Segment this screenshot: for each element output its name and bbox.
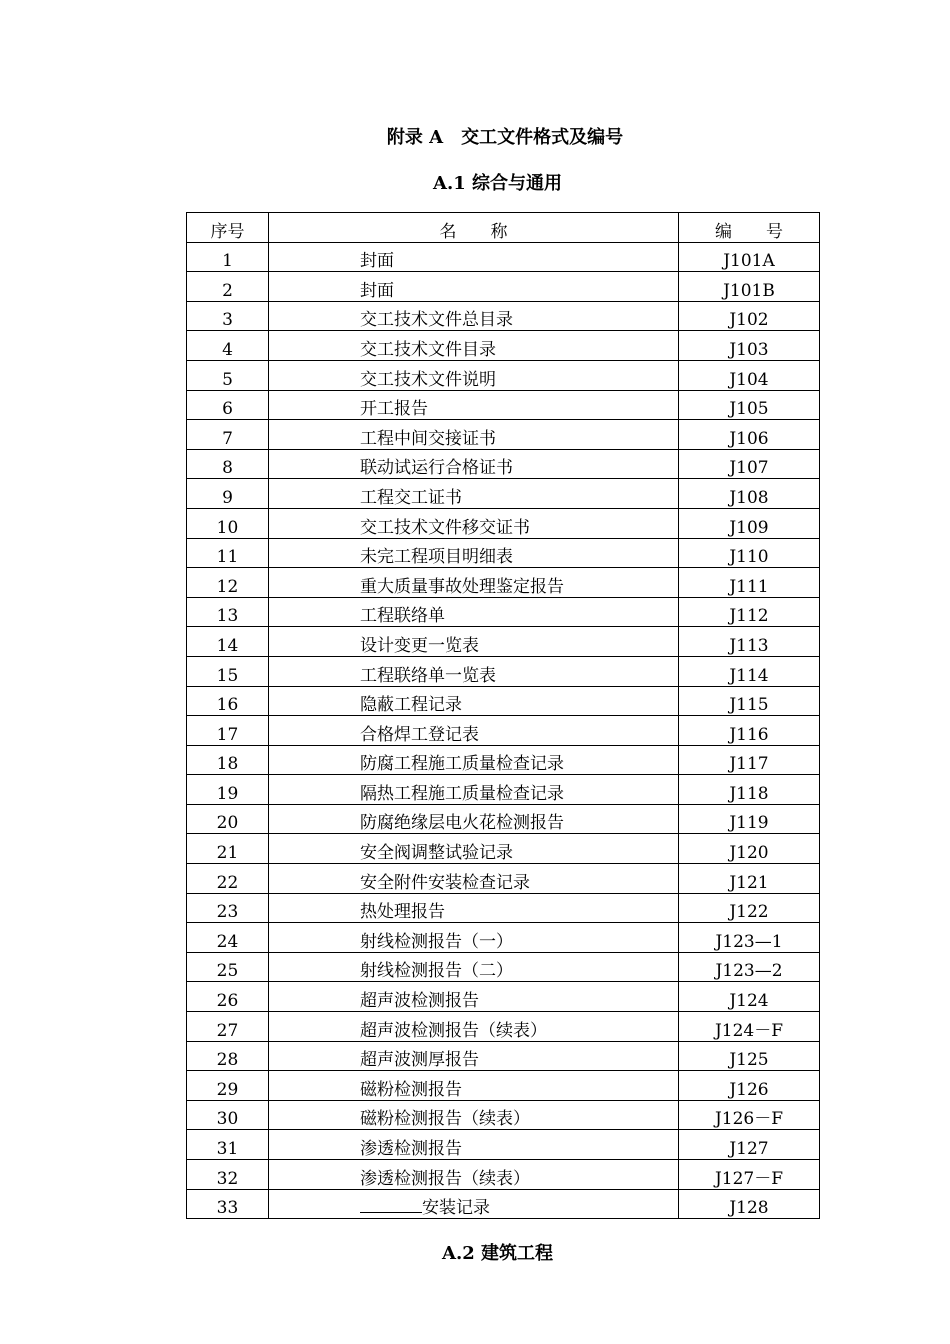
table-row <box>187 923 820 953</box>
table-row <box>187 538 820 568</box>
row-number: 3 <box>187 301 269 331</box>
row-name: 封面 <box>269 272 679 302</box>
row-name: 交工技术文件目录 <box>269 331 679 361</box>
row-name: 射线检测报告（一） <box>269 923 679 953</box>
table-row <box>187 390 820 420</box>
table-row <box>187 1012 820 1042</box>
row-number: 15 <box>187 656 269 686</box>
table-row <box>187 834 820 864</box>
row-number: 20 <box>187 804 269 834</box>
row-name: 设计变更一览表 <box>269 627 679 657</box>
row-number: 10 <box>187 508 269 538</box>
row-name-text: 安装记录 <box>422 1198 490 1219</box>
table-row <box>187 1071 820 1101</box>
row-code: J124－F <box>679 1012 820 1042</box>
row-name: 热处理报告 <box>269 893 679 923</box>
row-name: 开工报告 <box>269 390 679 420</box>
row-name: 交工技术文件说明 <box>269 360 679 390</box>
table-row <box>187 331 820 361</box>
row-name: 重大质量事故处理鉴定报告 <box>269 568 679 598</box>
row-name: 防腐绝缘层电火花检测报告 <box>269 804 679 834</box>
row-number: 32 <box>187 1160 269 1190</box>
row-name: 未完工程项目明细表 <box>269 538 679 568</box>
row-code: J107 <box>679 449 820 479</box>
row-number: 30 <box>187 1100 269 1130</box>
row-code: J123—2 <box>679 952 820 982</box>
table-row <box>187 568 820 598</box>
row-number: 21 <box>187 834 269 864</box>
row-number: 25 <box>187 952 269 982</box>
row-number: 12 <box>187 568 269 598</box>
row-number: 18 <box>187 745 269 775</box>
table-row <box>187 775 820 805</box>
row-code: J101B <box>679 272 820 302</box>
table-row <box>187 420 820 450</box>
row-code: J109 <box>679 508 820 538</box>
row-name: 联动试运行合格证书 <box>269 449 679 479</box>
row-code: J126 <box>679 1071 820 1101</box>
row-number: 22 <box>187 864 269 894</box>
row-code: J118 <box>679 775 820 805</box>
row-code: J123—1 <box>679 923 820 953</box>
row-code: J128 <box>679 1189 820 1219</box>
row-code: J115 <box>679 686 820 716</box>
row-name: 封面 <box>269 242 679 272</box>
row-code: J105 <box>679 390 820 420</box>
blank-fill-line <box>360 1197 422 1213</box>
table-row <box>187 1189 820 1219</box>
row-name: 隔热工程施工质量检查记录 <box>269 775 679 805</box>
row-name: 超声波测厚报告 <box>269 1041 679 1071</box>
row-number: 24 <box>187 923 269 953</box>
row-number: 14 <box>187 627 269 657</box>
table-row <box>187 479 820 509</box>
row-name: 渗透检测报告（续表） <box>269 1160 679 1190</box>
row-code: J113 <box>679 627 820 657</box>
row-code: J111 <box>679 568 820 598</box>
row-code: J106 <box>679 420 820 450</box>
row-number: 5 <box>187 360 269 390</box>
row-name: 交工技术文件移交证书 <box>269 508 679 538</box>
row-number: 31 <box>187 1130 269 1160</box>
table-row <box>187 656 820 686</box>
row-name: 隐蔽工程记录 <box>269 686 679 716</box>
row-code: J103 <box>679 331 820 361</box>
row-number: 7 <box>187 420 269 450</box>
row-number: 4 <box>187 331 269 361</box>
table-row <box>187 1100 820 1130</box>
row-name: 合格焊工登记表 <box>269 716 679 746</box>
row-name: 工程中间交接证书 <box>269 420 679 450</box>
row-code: J114 <box>679 656 820 686</box>
header-name: 名 称 <box>269 213 679 243</box>
row-number: 19 <box>187 775 269 805</box>
row-code: J119 <box>679 804 820 834</box>
table-row <box>187 1160 820 1190</box>
appendix-title: 附录 A 交工文件格式及编号 <box>386 127 624 148</box>
table-row <box>187 301 820 331</box>
row-name: 工程联络单一览表 <box>269 656 679 686</box>
row-number: 29 <box>187 1071 269 1101</box>
row-name: 工程交工证书 <box>269 479 679 509</box>
table-row <box>187 952 820 982</box>
row-code: J102 <box>679 301 820 331</box>
row-number: 16 <box>187 686 269 716</box>
table-row <box>187 686 820 716</box>
row-code: J117 <box>679 745 820 775</box>
row-number: 1 <box>187 242 269 272</box>
row-name: 射线检测报告（二） <box>269 952 679 982</box>
table-row <box>187 745 820 775</box>
row-name: 防腐工程施工质量检查记录 <box>269 745 679 775</box>
row-code: J112 <box>679 597 820 627</box>
header-no: 序号 <box>187 213 269 243</box>
table-row <box>187 893 820 923</box>
row-name: 超声波检测报告（续表） <box>269 1012 679 1042</box>
row-number: 11 <box>187 538 269 568</box>
row-code: J126－F <box>679 1100 820 1130</box>
table-row <box>187 597 820 627</box>
table-row <box>187 449 820 479</box>
row-name: 渗透检测报告 <box>269 1130 679 1160</box>
row-number: 2 <box>187 272 269 302</box>
row-name: 超声波检测报告 <box>269 982 679 1012</box>
row-code: J101A <box>679 242 820 272</box>
row-code: J124 <box>679 982 820 1012</box>
row-code: J108 <box>679 479 820 509</box>
table-row <box>187 242 820 272</box>
row-number: 13 <box>187 597 269 627</box>
row-code: J121 <box>679 864 820 894</box>
row-number: 26 <box>187 982 269 1012</box>
table-row <box>187 272 820 302</box>
table-row <box>187 627 820 657</box>
document-table <box>186 212 820 1219</box>
row-code: J127 <box>679 1130 820 1160</box>
table-row <box>187 360 820 390</box>
row-name <box>269 1189 679 1219</box>
row-number: 6 <box>187 390 269 420</box>
row-name: 磁粉检测报告（续表） <box>269 1100 679 1130</box>
table-row <box>187 982 820 1012</box>
row-name: 安全阀调整试验记录 <box>269 834 679 864</box>
row-code: J125 <box>679 1041 820 1071</box>
row-number: 28 <box>187 1041 269 1071</box>
row-number: 33 <box>187 1189 269 1219</box>
row-name: 工程联络单 <box>269 597 679 627</box>
row-number: 23 <box>187 893 269 923</box>
row-number: 9 <box>187 479 269 509</box>
table-row <box>187 864 820 894</box>
row-code: J122 <box>679 893 820 923</box>
table-row <box>187 1130 820 1160</box>
header-code: 编 号 <box>679 213 820 243</box>
table-row <box>187 716 820 746</box>
row-number: 17 <box>187 716 269 746</box>
row-number: 8 <box>187 449 269 479</box>
row-code: J127－F <box>679 1160 820 1190</box>
table-header-row <box>187 213 820 243</box>
section-title-a2: A.2 建筑工程 <box>441 1243 554 1264</box>
row-number: 27 <box>187 1012 269 1042</box>
row-name: 磁粉检测报告 <box>269 1071 679 1101</box>
row-code: J110 <box>679 538 820 568</box>
table-row <box>187 508 820 538</box>
row-code: J116 <box>679 716 820 746</box>
row-name: 安全附件安装检查记录 <box>269 864 679 894</box>
section-title-a1: A.1 综合与通用 <box>432 173 563 194</box>
row-name: 交工技术文件总目录 <box>269 301 679 331</box>
table-row <box>187 804 820 834</box>
row-code: J104 <box>679 360 820 390</box>
table-row <box>187 1041 820 1071</box>
row-code: J120 <box>679 834 820 864</box>
